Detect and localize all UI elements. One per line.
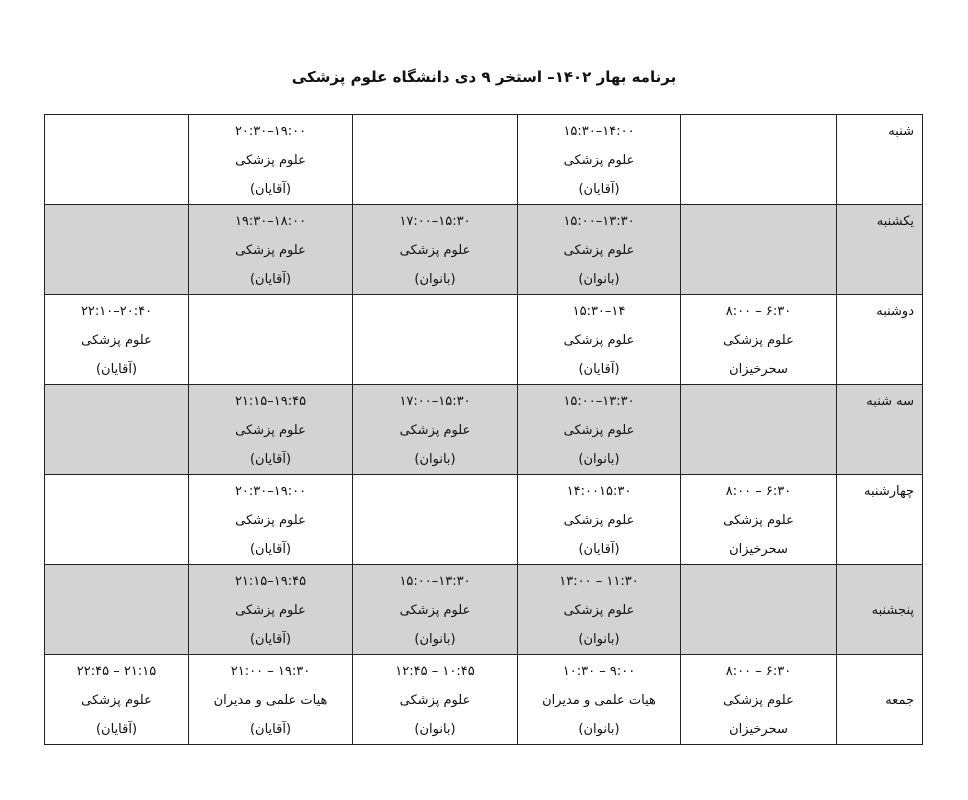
session-time: ۱۵:۳۰–۱۷:۰۰	[399, 214, 471, 229]
session-group: علوم پزشکی	[235, 513, 306, 528]
session-audience: (آقایان)	[95, 362, 138, 377]
session-group: علوم پزشکی	[723, 333, 794, 348]
session-cell	[681, 295, 837, 385]
session-group: علوم پزشکی	[235, 153, 306, 168]
session-audience: (آقایان)	[249, 722, 292, 737]
session-audience: (آقایان)	[249, 632, 292, 647]
session-group: علوم پزشکی	[399, 693, 471, 708]
session-cell	[189, 385, 353, 475]
session-cell	[518, 655, 681, 745]
session-cell	[189, 205, 353, 295]
session-cell	[45, 565, 189, 655]
session-audience: (آقایان)	[578, 542, 620, 557]
session-group: علوم پزشکی	[235, 423, 306, 438]
session-cell	[681, 655, 837, 745]
day-cell: چهارشنبه	[837, 475, 923, 565]
day-cell: پنجشنبه	[837, 565, 923, 655]
session-cell	[681, 115, 837, 205]
session-cell	[45, 295, 189, 385]
day-cell: جمعه	[837, 655, 923, 745]
session-audience: (آقایان)	[249, 272, 292, 287]
session-audience: سحرخیزان	[729, 722, 788, 737]
session-audience: (آقایان)	[249, 452, 292, 467]
table-row	[45, 655, 923, 745]
session-cell	[518, 115, 681, 205]
session-time: ۲۰:۴۰–۲۲:۱۰	[80, 304, 153, 319]
session-group: علوم پزشکی	[563, 333, 635, 348]
session-group: علوم پزشکی	[563, 243, 635, 258]
session-cell	[681, 565, 837, 655]
session-time: ۱۵:۳۰–۱۷:۰۰	[399, 394, 471, 409]
session-time: ۱۴:۰۰–۱۵:۳۰	[563, 124, 635, 139]
session-audience: (بانوان)	[414, 632, 456, 647]
table-row	[45, 115, 923, 205]
session-time: ۱۴–۱۵:۳۰	[572, 304, 626, 319]
session-cell	[353, 475, 518, 565]
session-time: ۹:۰۰ – ۱۰:۳۰	[562, 664, 636, 679]
session-group: علوم پزشکی	[723, 513, 794, 528]
session-time: ۲۱:۱۵ – ۲۲:۴۵	[76, 664, 157, 679]
table-row	[45, 205, 923, 295]
session-cell	[189, 475, 353, 565]
session-time: ۶:۳۰ – ۸:۰۰	[725, 304, 792, 319]
table-row	[45, 295, 923, 385]
session-time: ۱۹:۴۵–۲۱:۱۵	[234, 394, 307, 409]
session-cell	[681, 475, 837, 565]
session-group: هیات علمی و مدیران	[542, 693, 656, 708]
session-time: ۱۴:۰۰۱۵:۳۰	[566, 484, 632, 499]
session-group: علوم پزشکی	[399, 243, 471, 258]
session-audience: (بانوان)	[578, 272, 620, 287]
session-group: علوم پزشکی	[81, 333, 152, 348]
session-audience: (بانوان)	[414, 452, 456, 467]
session-audience: سحرخیزان	[729, 362, 788, 377]
session-cell	[353, 655, 518, 745]
session-cell	[45, 115, 189, 205]
session-audience: (آقایان)	[249, 542, 292, 557]
session-cell	[518, 475, 681, 565]
schedule-table	[44, 114, 923, 745]
session-group: علوم پزشکی	[563, 513, 635, 528]
day-cell: شنبه	[837, 115, 923, 205]
session-time: ۱۱:۳۰ – ۱۳:۰۰	[559, 574, 639, 589]
session-cell	[189, 295, 353, 385]
session-time: ۶:۳۰ – ۸:۰۰	[725, 484, 792, 499]
session-cell	[45, 655, 189, 745]
session-audience: (بانوان)	[578, 722, 620, 737]
session-time: ۱۹:۰۰–۲۰:۳۰	[234, 124, 307, 139]
session-cell	[353, 385, 518, 475]
session-cell	[45, 475, 189, 565]
session-time: ۱۰:۴۵ – ۱۲:۴۵	[395, 664, 475, 679]
session-cell	[681, 205, 837, 295]
session-group: هیات علمی و مدیران	[213, 693, 328, 708]
session-audience: (آقایان)	[578, 362, 620, 377]
session-group: علوم پزشکی	[235, 603, 306, 618]
session-cell	[189, 565, 353, 655]
session-cell	[518, 295, 681, 385]
day-cell: یکشنبه	[837, 205, 923, 295]
session-cell	[45, 205, 189, 295]
session-group: علوم پزشکی	[235, 243, 306, 258]
session-group: علوم پزشکی	[399, 603, 471, 618]
session-cell	[353, 295, 518, 385]
session-cell	[518, 205, 681, 295]
session-group: علوم پزشکی	[723, 693, 794, 708]
session-group: علوم پزشکی	[81, 693, 152, 708]
session-group: علوم پزشکی	[563, 423, 635, 438]
session-group: علوم پزشکی	[563, 603, 635, 618]
session-audience: (بانوان)	[578, 452, 620, 467]
session-group: علوم پزشکی	[563, 153, 635, 168]
session-time: ۱۳:۳۰–۱۵:۰۰	[399, 574, 471, 589]
session-time: ۱۸:۰۰–۱۹:۳۰	[234, 214, 307, 229]
session-cell	[518, 385, 681, 475]
table-row	[45, 475, 923, 565]
session-cell	[189, 655, 353, 745]
session-cell	[681, 385, 837, 475]
session-cell	[353, 115, 518, 205]
session-time: ۱۳:۳۰–۱۵:۰۰	[563, 214, 635, 229]
session-cell	[353, 565, 518, 655]
page-title: برنامه بهار ۱۴۰۲– استخر ۹ دی دانشگاه علوم پزشکی	[291, 68, 677, 86]
table-row	[45, 565, 923, 655]
session-audience: سحرخیزان	[729, 542, 788, 557]
session-group: علوم پزشکی	[399, 423, 471, 438]
session-cell	[45, 385, 189, 475]
session-audience: (آقایان)	[95, 722, 138, 737]
session-audience: (بانوان)	[414, 722, 456, 737]
session-audience: (بانوان)	[578, 632, 620, 647]
session-cell	[353, 205, 518, 295]
session-audience: (آقایان)	[578, 182, 620, 197]
session-time: ۱۹:۴۵–۲۱:۱۵	[234, 574, 307, 589]
session-time: ۱۹:۰۰–۲۰:۳۰	[234, 484, 307, 499]
table-row	[45, 385, 923, 475]
session-cell	[518, 565, 681, 655]
day-cell: دوشنبه	[837, 295, 923, 385]
session-audience: (بانوان)	[414, 272, 456, 287]
session-cell	[189, 115, 353, 205]
day-cell: سه شنبه	[837, 385, 923, 475]
session-time: ۱۳:۳۰–۱۵:۰۰	[563, 394, 635, 409]
session-time: ۱۹:۳۰ – ۲۱:۰۰	[230, 664, 311, 679]
session-audience: (آقایان)	[249, 182, 292, 197]
session-time: ۶:۳۰ – ۸:۰۰	[725, 664, 792, 679]
